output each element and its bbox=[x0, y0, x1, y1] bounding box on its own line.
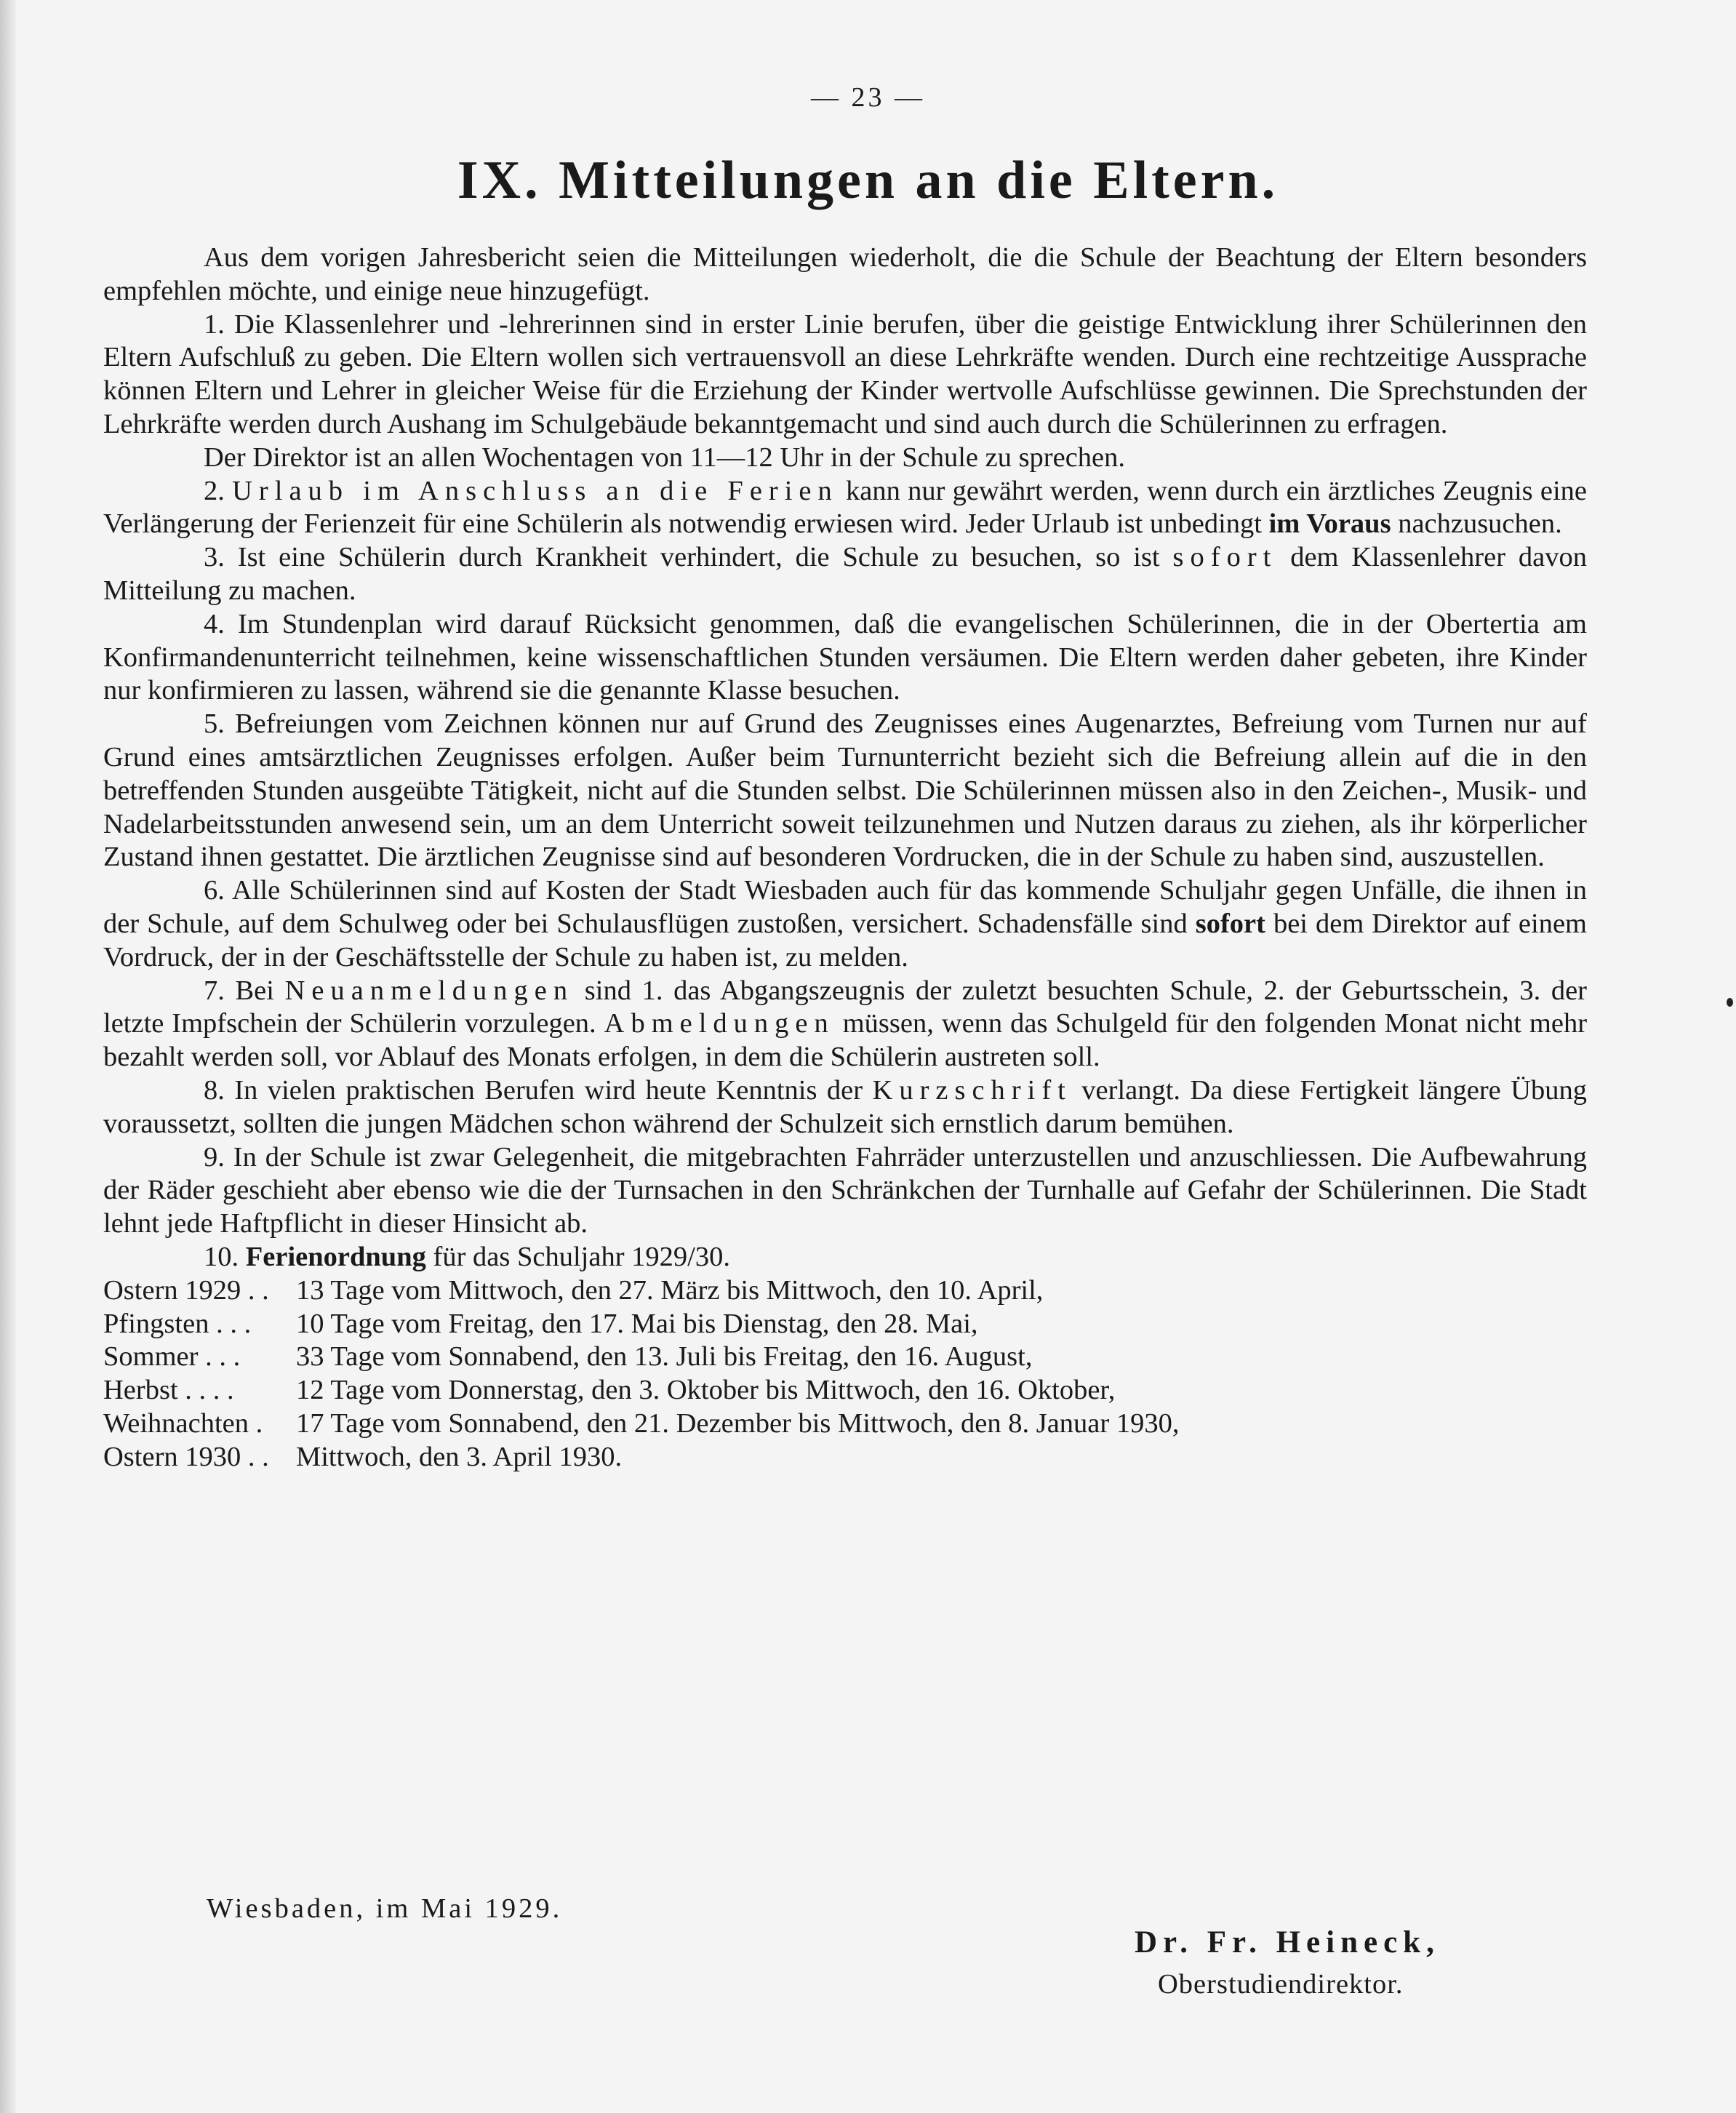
paragraph-2: 2. Urlaub im Anschluss an die Ferien kann nur gewährt werden, wenn durch ein ärztliches Zeugnis eine Verlängerung der Ferienzeit für eine Schülerin als notwendig erwiesen wird. Jeder Urlaub ist unbedingt im Voraus nachzusuchen. bbox=[103, 475, 1588, 540]
emphasis-spaced: Urlaub im Anschluss an die Ferien bbox=[232, 475, 839, 506]
emphasis-bold: Ferienordnung bbox=[245, 1241, 426, 1272]
signature-name: Dr. Fr. Heineck, bbox=[1135, 1925, 1440, 1960]
paragraph-7: 7. Bei Neuanmeldungen sind 1. das Abgangszeugnis der zuletzt besuchten Schule, 2. der Geburtsschein, 3. der letzte Impfschein der Schülerin vorzulegen. Abmeldungen müssen, wenn das Schulgeld für den folgenden Monat nicht mehr bezahlt werden soll, vor Ablauf des Monats erfolgen, in dem die Schülerin austreten soll. bbox=[103, 975, 1588, 1073]
schedule-text: 33 Tage vom Sonnabend, den 13. Juli bis Freitag, den 16. August, bbox=[296, 1341, 1033, 1373]
schedule-row bbox=[103, 1374, 1587, 1407]
place-date: Wiesbaden, im Mai 1929. bbox=[207, 1893, 563, 1924]
schedule-row bbox=[103, 1441, 1587, 1474]
schedule-row bbox=[103, 1341, 1587, 1374]
schedule-label: Weihnachten . bbox=[103, 1407, 263, 1439]
page-number: — 23 — bbox=[811, 82, 925, 113]
schedule-text: 10 Tage vom Freitag, den 17. Mai bis Dienstag, den 28. Mai, bbox=[296, 1308, 978, 1339]
schedule-text: 17 Tage vom Sonnabend, den 21. Dezember bis Mittwoch, den 8. Januar 1930, bbox=[296, 1407, 1180, 1439]
paragraph-10: 10. Ferienordnung für das Schuljahr 1929/30. bbox=[204, 1241, 730, 1272]
paragraph-3: 3. Ist eine Schülerin durch Krankheit verhindert, die Schule zu besuchen, so ist sofort dem Klassenlehrer davon Mitteilung zu machen. bbox=[103, 542, 1587, 606]
emphasis-bold: sofort bbox=[1195, 908, 1265, 939]
schedule-text: Mittwoch, den 3. April 1930. bbox=[296, 1441, 623, 1472]
emphasis-bold: im Voraus bbox=[1268, 508, 1391, 540]
emphasis-spaced: Abmeldungen bbox=[604, 1008, 835, 1039]
emphasis-spaced: Neuanmeldungen bbox=[284, 975, 575, 1006]
emphasis-spaced: sofort bbox=[1172, 542, 1278, 573]
body-text bbox=[103, 241, 1587, 1474]
schedule-label: Ostern 1929 . . bbox=[103, 1274, 269, 1306]
intro-paragraph: Aus dem vorigen Jahresbericht seien die Mitteilungen wiederholt, die die Schule der Beachtung der Eltern besonders empfehlen möchte, und einige neue hinzugefügt. bbox=[103, 242, 1587, 306]
paragraph-1: 1. Die Klassenlehrer und -lehrerinnen sind in erster Linie berufen, über die geistige Entwicklung ihrer Schülerinnen den Eltern Aufschluß zu geben. Die Eltern wollen sich vertrauensvoll an diese Lehrkräfte wenden. Durch eine rechtzeitige Aussprache können Eltern und Lehrer in gleicher Weise für die Erziehung der Kinder wertvolle Aufschlüsse gewinnen. Die Sprechstunden der Lehrkräfte werden durch Aushang im Schulgebäude bekanntgemacht und sind auch durch die Schülerinnen zu erfragen. bbox=[103, 308, 1587, 439]
paragraph-6: 6. Alle Schülerinnen sind auf Kosten der Stadt Wiesbaden auch für das kommende Schuljahr gegen Unfälle, die ihnen in der Schule, auf dem Schulweg oder bei Schulausflügen zustoßen, versichert. Schadensfälle sind sofort bei dem Direktor auf einem Vordruck, der in der Geschäftsstelle der Schule zu haben ist, zu melden. bbox=[103, 875, 1587, 972]
paragraph-5: 5. Befreiungen vom Zeichnen können nur auf Grund des Zeugnisses eines Augenarztes, Befreiung vom Turnen nur auf Grund eines amtsärztlichen Zeugnisses erfolgen. Außer beim Turnunterricht bezieht sich die Befreiung allein auf die in den betreffenden Stunden ausgeübte Tätigkeit, nicht auf die Stunden selbst. Die Schülerinnen müssen also in den Zeichen-, Musik- und Nadelarbeitsstunden anwesend sein, um an dem Unterricht soweit teilzunehmen und Nutzen daraus zu ziehen, als ihr körperlicher Zustand ihnen gestattet. Die ärztlichen Zeugnisse sind auf besonderen Vordrucken, die in der Schule zu haben sind, auszustellen. bbox=[103, 708, 1587, 873]
holiday-schedule bbox=[103, 1274, 1587, 1474]
schedule-label: Ostern 1930 . . bbox=[103, 1441, 269, 1472]
schedule-label: Sommer . . . bbox=[103, 1341, 241, 1373]
scan-speck bbox=[1727, 998, 1733, 1007]
emphasis-spaced: Kurzschrift bbox=[872, 1074, 1072, 1106]
schedule-label: Herbst . . . . bbox=[103, 1375, 234, 1406]
paragraph-9: 9. In der Schule ist zwar Gelegenheit, die mitgebrachten Fahrräder unterzustellen und anzuschliessen. Die Aufbewahrung der Räder geschieht aber ebenso wie die der Turnsachen in den Schränkchen der Turnhalle auf Gefahr der Schülerinnen. Die Stadt lehnt jede Haftpflicht in dieser Hinsicht ab. bbox=[103, 1141, 1587, 1239]
schedule-row bbox=[103, 1308, 1587, 1341]
schedule-row bbox=[103, 1407, 1587, 1441]
schedule-row bbox=[103, 1274, 1587, 1308]
paragraph-4: 4. Im Stundenplan wird darauf Rücksicht genommen, daß die evangelischen Schülerinnen, die in der Obertertia am Konfirmandenunterricht teilnehmen, keine wissenschaftlichen Stunden versäumen. Die Eltern werden daher gebeten, ihre Kinder nur konfirmieren zu lassen, während sie die genannte Klasse besuchen. bbox=[103, 608, 1587, 706]
schedule-label: Pfingsten . . . bbox=[103, 1308, 252, 1339]
page-binding-shadow bbox=[0, 0, 16, 2113]
signature-title: Oberstudiendirektor. bbox=[1158, 1969, 1404, 2000]
paragraph-1-office-hours: Der Direktor ist an allen Wochentagen von 11—12 Uhr in der Schule zu sprechen. bbox=[204, 442, 1126, 473]
paragraph-8: 8. In vielen praktischen Berufen wird heute Kenntnis der Kurzschrift verlangt. Da diese Fertigkeit längere Übung voraussetzt, sollten die jungen Mädchen schon während der Schulzeit sich ernstlich darum bemühen. bbox=[103, 1074, 1588, 1139]
schedule-text: 13 Tage vom Mittwoch, den 27. März bis Mittwoch, den 10. April, bbox=[296, 1274, 1044, 1306]
schedule-text: 12 Tage vom Donnerstag, den 3. Oktober bis Mittwoch, den 16. Oktober, bbox=[296, 1375, 1116, 1406]
section-heading: IX. Mitteilungen an die Eltern. bbox=[457, 151, 1279, 210]
